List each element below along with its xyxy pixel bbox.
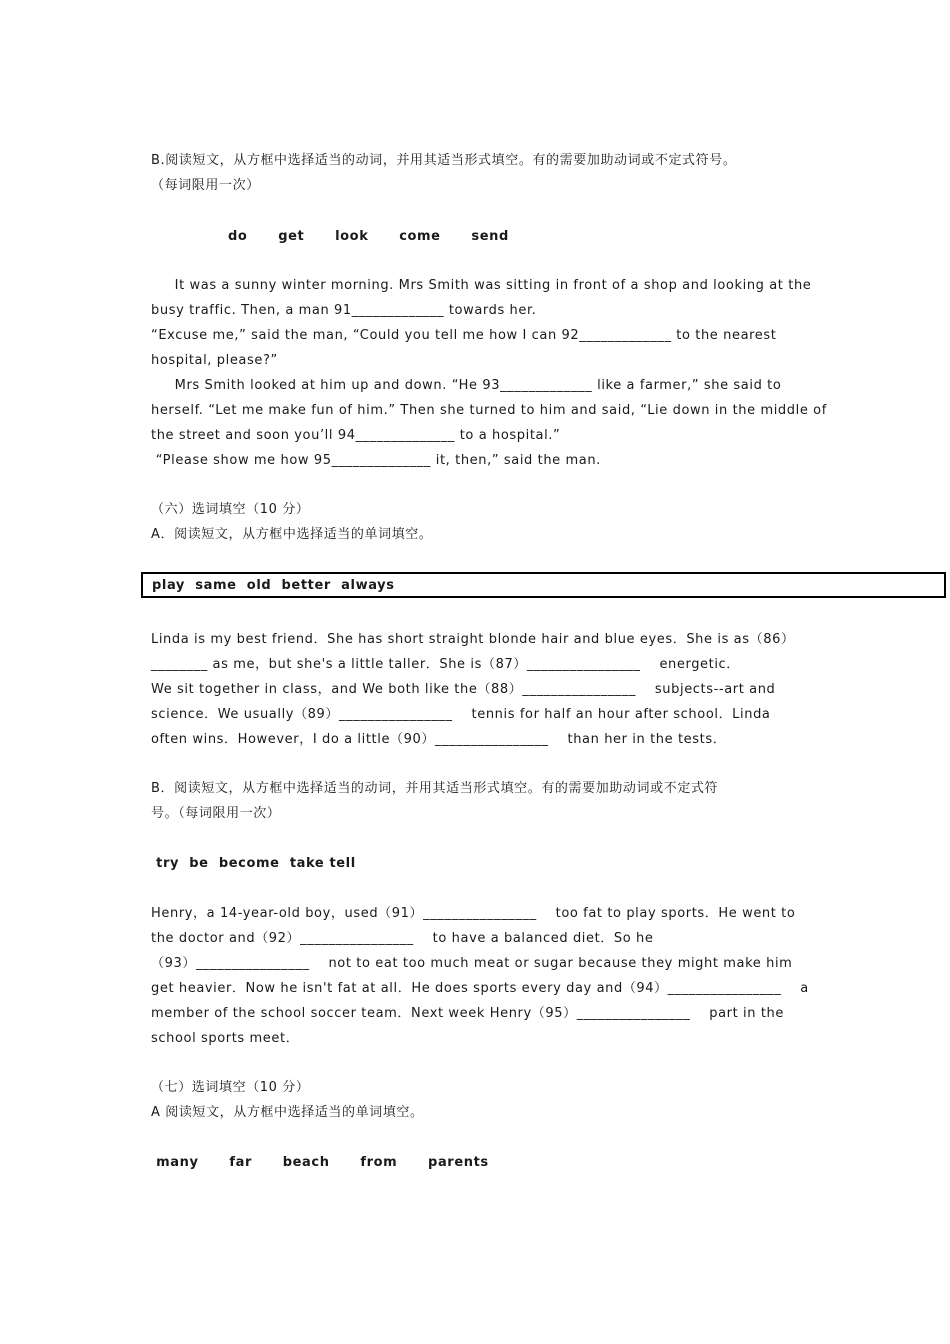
passage-b1-line: hospital, please?”	[151, 353, 278, 368]
passage-b1-line: It was a sunny winter morning. Mrs Smith was sitting in front of a shop and looking at the	[151, 278, 812, 293]
passage-a-line: science．We usually（89）________________ tennis for half an hour after school．Linda	[151, 707, 771, 722]
passage-b1-line: busy traffic. Then, a man 91_____________ towards her.	[151, 303, 537, 318]
passage-a-line: ________ as me，but she's a little taller．She is（87）________________ energetic．	[151, 657, 740, 672]
passage-b2-line: Henry，a 14-year-old boy，used（91）________________ too fat to play sports．He went to	[151, 906, 796, 921]
instruction-b1-line2: （每词限用一次）	[151, 178, 260, 193]
section-6-instruction-b2: 号。（每词限用一次）	[151, 806, 281, 821]
passage-b2-line: school sports meet．	[151, 1031, 300, 1046]
passage-b2-line: （93）________________ not to eat too much meat or sugar because they might make him	[151, 956, 793, 971]
section-6-instruction-b1: B．阅读短文，从方框中选择适当的动词，并用其适当形式填空。有的需要加助动词或不定式符	[151, 781, 719, 796]
passage-b1-line: the street and soon you’ll 94______________ to a hospital.”	[151, 428, 561, 443]
passage-a-line: often wins．However，I do a little（90）________________ than her in the tests．	[151, 732, 727, 747]
passage-b1-line: herself. “Let me make fun of him.” Then she turned to him and said, “Lie down in the middle of	[151, 403, 827, 418]
passage-b1-line: Mrs Smith looked at him up and down. “He 93_____________ like a farmer,” she said to	[151, 378, 782, 393]
section-6-heading: （六）选词填空（10 分）	[151, 502, 310, 517]
passage-a-line: Linda is my best friend．She has short straight blonde hair and blue eyes．She is as（86）	[151, 632, 795, 647]
passage-b2-line: member of the school soccer team．Next week Henry（95）________________ part in the	[151, 1006, 784, 1021]
word-box-words: play same old better always	[152, 578, 395, 593]
passage-b2-line: get heavier．Now he isn't fat at all．He does sports every day and（94）________________ a	[151, 981, 809, 996]
passage-b1-line: “Excuse me,” said the man, “Could you tell me how I can 92_____________ to the nearest	[151, 328, 777, 343]
section-6-instruction-a: A．阅读短文，从方框中选择适当的单词填空。	[151, 527, 433, 542]
word-list-b2: try be become take tell	[151, 856, 356, 871]
section-7-heading: （七）选词填空（10 分）	[151, 1080, 310, 1095]
passage-b1-line: “Please show me how 95______________ it, then,” said the man.	[151, 453, 601, 468]
passage-b2-line: the doctor and（92）________________ to have a balanced diet．So he	[151, 931, 654, 946]
passage-a-line: We sit together in class，and We both like the（88）________________ subjects--art and	[151, 682, 776, 697]
word-box	[141, 572, 946, 598]
word-list-7a: many far beach from parents	[151, 1155, 489, 1170]
instruction-b1-line1: B.阅读短文，从方框中选择适当的动词，并用其适当形式填空。有的需要加助动词或不定式符号。	[151, 153, 737, 168]
section-7-instruction-a: A 阅读短文，从方框中选择适当的单词填空。	[151, 1105, 424, 1120]
word-list-b1: do get look come send	[228, 229, 509, 244]
